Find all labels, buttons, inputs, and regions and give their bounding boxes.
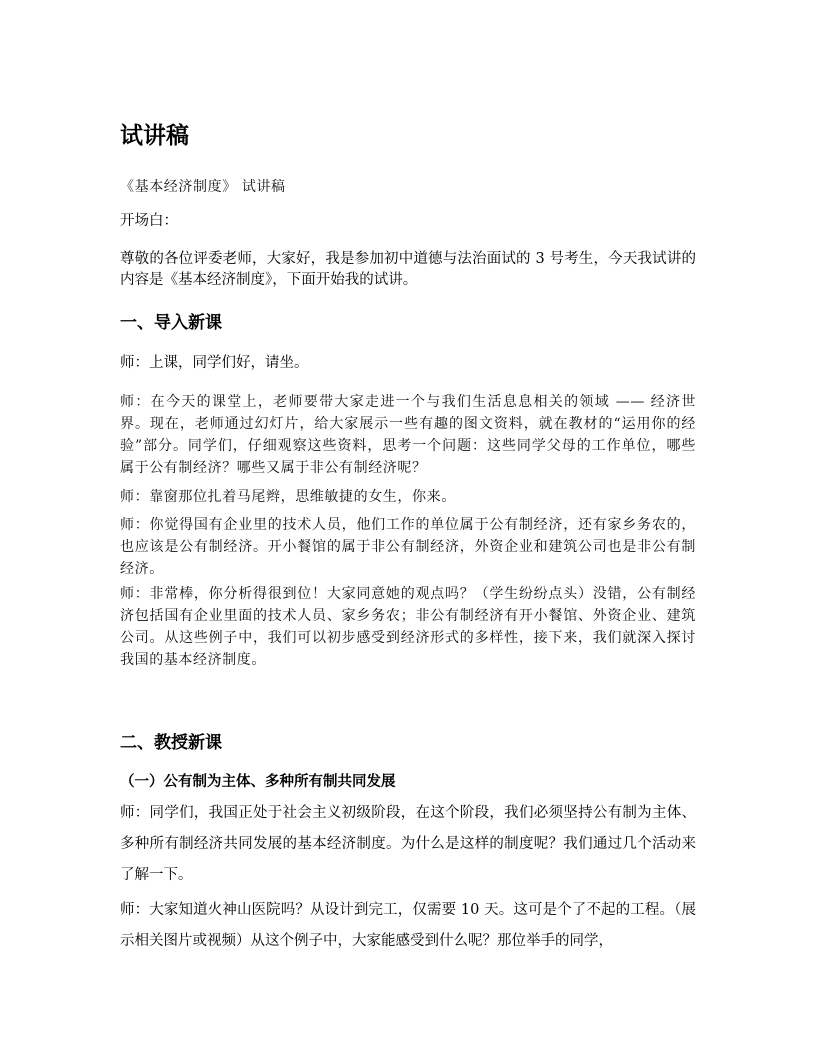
section-heading-intro: 一、导入新课 <box>120 313 222 333</box>
opening-paragraph: 尊敬的各位评委老师，大家好，我是参加初中道德与法治面试的 3 号考生，今天我试讲的内容是《基本经济制度》，下面开始我的试讲。 <box>120 251 696 288</box>
intro-paragraph-2: 师：在今天的课堂上，老师要带大家走进一个与我们生活息息相关的领域 —— 经济世界。现在，老师通过幻灯片，给大家展示一些有趣的图文资料，就在教材的“运用你的经验”部分。同学们，仔细观察这些资料，思考一个问题：这些同学父母的工作单位，哪些属于公有制经济？哪些又属于非公有制经济呢？ <box>120 394 696 476</box>
intro-paragraph-3: 师：靠窗那位扎着马尾辫，思维敏捷的女生，你来。 <box>120 489 456 505</box>
opening-label: 开场白： <box>120 213 178 229</box>
intro-paragraph-1: 师：上课，同学们好，请坐。 <box>120 355 309 371</box>
intro-paragraph-4: 师：你觉得国有企业里的技术人员，他们工作的单位属于公有制经济，还有家乡务农的，也应该是公有制经济。开小餐馆的属于非公有制经济，外资企业和建筑公司也是非公有制经济。 <box>120 517 696 577</box>
subtitle-line: 《基本经济制度》 试讲稿 <box>120 179 286 195</box>
teaching-paragraph-1: 师：同学们，我国正处于社会主义初级阶段，在这个阶段，我们必须坚持公有制为主体、多种所有制经济共同发展的基本经济制度。为什么是这样的制度呢？我们通过几个活动来了解一下。 <box>120 805 696 883</box>
section-heading-teaching: 二、教授新课 <box>120 733 222 753</box>
intro-paragraph-5: 师：非常棒，你分析得很到位！大家同意她的观点吗？（学生纷纷点头）没错，公有制经济包括国有企业里面的技术人员、家乡务农；非公有制经济有开小餐馆、外资企业、建筑公司。从这些例子中，我们可以初步感受到经济形式的多样性，接下来，我们就深入探讨我国的基本经济制度。 <box>120 586 696 668</box>
subsection-heading: （一）公有制为主体、多种所有制共同发展 <box>120 773 396 790</box>
document-title: 试讲稿 <box>120 122 189 149</box>
teaching-paragraph-2: 师：大家知道火神山医院吗？从设计到完工，仅需要 10 天。这可是个了不起的工程。（展示相关图片或视频）从这个例子中，大家能感受到什么呢？那位举手的同学， <box>120 902 696 949</box>
